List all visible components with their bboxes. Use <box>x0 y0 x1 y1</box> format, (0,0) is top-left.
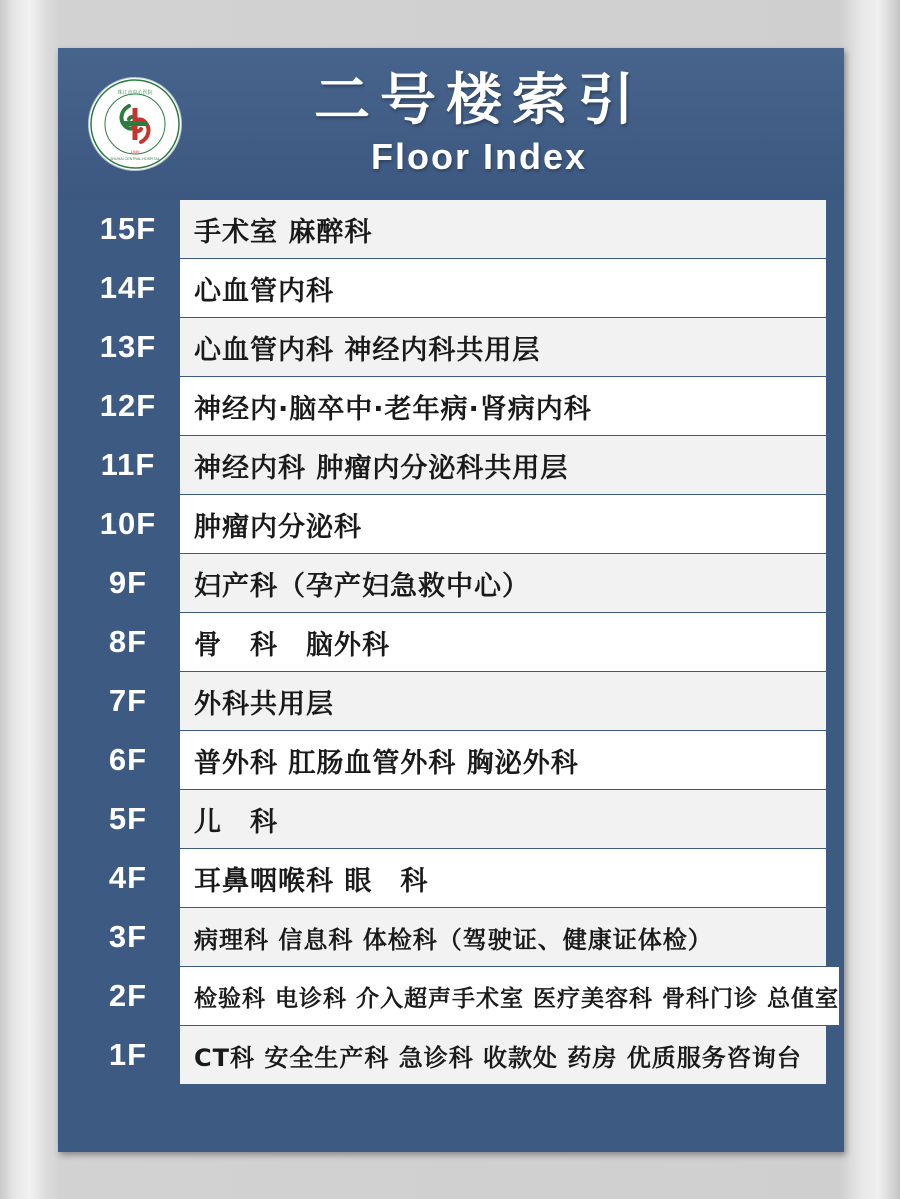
floor-index-sign <box>58 48 844 1152</box>
floor-label: 9F <box>108 565 148 600</box>
department-label: 心血管内科 神经内科共用层 <box>180 318 826 376</box>
floor-row <box>76 908 826 966</box>
title-chinese: 二号楼索引 <box>314 68 644 133</box>
department-label: 肿瘤内分泌科 <box>180 495 826 553</box>
floor-row <box>76 377 826 435</box>
department-label: 心血管内科 <box>180 259 826 317</box>
floor-label: 8F <box>108 624 148 659</box>
floor-label: 14F <box>99 270 157 305</box>
logo-container <box>76 78 194 170</box>
department-label: 检验科 电诊科 介入超声手术室 医疗美容科 骨科门诊 总值室 <box>180 967 839 1025</box>
floor-label: 15F <box>99 211 157 246</box>
floor-label: 6F <box>108 742 148 777</box>
svg-text:ZHUHAI CENTRAL HOSPITAL: ZHUHAI CENTRAL HOSPITAL <box>110 157 160 161</box>
svg-text:珠江市中心医院: 珠江市中心医院 <box>117 90 153 96</box>
floor-label: 11F <box>100 447 156 482</box>
floor-row <box>76 200 826 258</box>
floor-label: 1F <box>108 1037 148 1072</box>
sign-header <box>58 48 844 200</box>
department-label: 病理科 信息科 体检科（驾驶证、健康证体检） <box>180 908 826 966</box>
floor-row <box>76 259 826 317</box>
department-label: 外科共用层 <box>180 672 826 730</box>
floor-label: 10F <box>99 506 157 541</box>
floor-row <box>76 613 826 671</box>
department-label: 儿 科 <box>180 790 826 848</box>
floor-row <box>76 790 826 848</box>
sign-footer-bar <box>58 1092 844 1152</box>
floor-row <box>76 672 826 730</box>
department-label: 神经内科 肿瘤内分泌科共用层 <box>180 436 826 494</box>
hospital-logo-icon <box>89 78 181 170</box>
department-label: 神经内·脑卒中·老年病·肾病内科 <box>180 377 826 435</box>
department-label: 骨 科 脑外科 <box>180 613 826 671</box>
svg-text:1949: 1949 <box>130 149 140 154</box>
floor-row <box>76 731 826 789</box>
floor-label: 2F <box>108 978 148 1013</box>
department-label: 普外科 肛肠血管外科 胸泌外科 <box>180 731 826 789</box>
floor-row <box>76 436 826 494</box>
floor-row <box>76 849 826 907</box>
floor-label: 13F <box>99 329 157 364</box>
department-label: 妇产科（孕产妇急救中心） <box>180 554 826 612</box>
department-label: 耳鼻咽喉科 眼 科 <box>180 849 826 907</box>
floor-row <box>76 318 826 376</box>
floor-label: 12F <box>99 388 157 423</box>
floor-row <box>76 554 826 612</box>
floor-row <box>76 495 826 553</box>
sign-titles <box>194 69 844 179</box>
floor-row <box>76 1026 826 1084</box>
floor-label: 3F <box>108 919 148 954</box>
department-label: CT科 安全生产科 急诊科 收款处 药房 优质服务咨询台 <box>180 1026 826 1084</box>
department-label: 手术室 麻醉科 <box>180 200 826 258</box>
floor-label: 5F <box>108 801 148 836</box>
floor-list <box>58 200 844 1092</box>
floor-row <box>76 967 840 1025</box>
floor-label: 7F <box>108 683 148 718</box>
title-english: Floor Index <box>370 136 587 177</box>
floor-label: 4F <box>108 860 148 895</box>
